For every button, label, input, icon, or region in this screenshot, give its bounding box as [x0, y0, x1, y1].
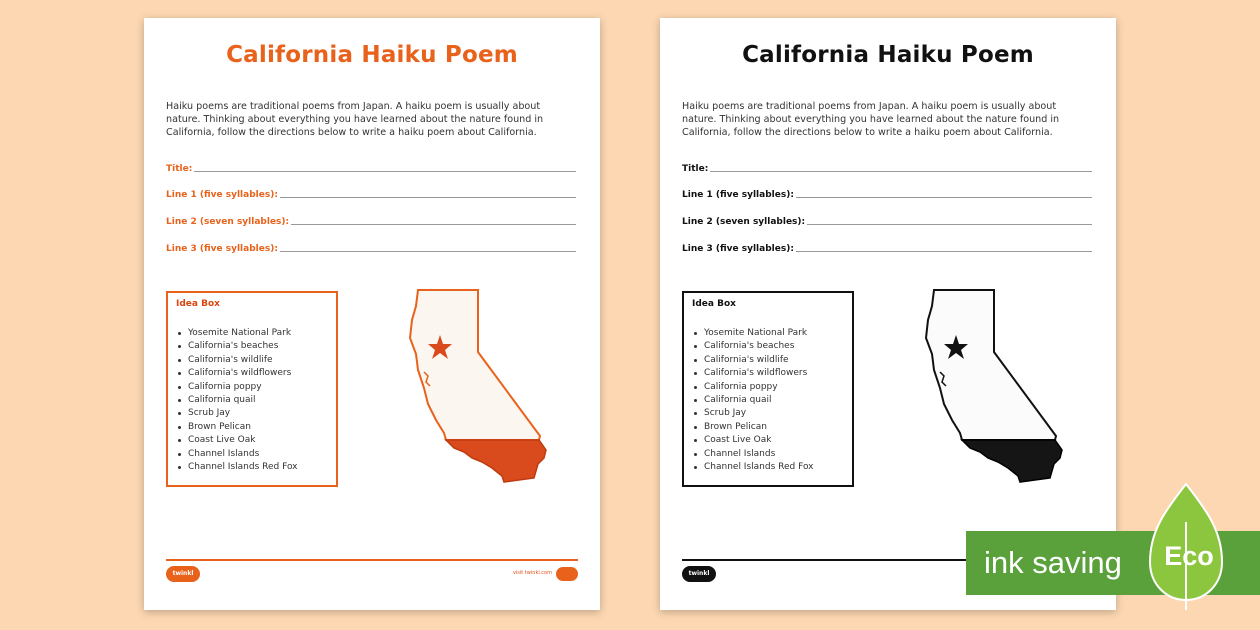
twinkl-logo: twinkl — [682, 566, 716, 582]
line2-writing-line — [291, 224, 576, 225]
worksheet-title: California Haiku Poem — [742, 42, 1034, 68]
twinkl-logo: twinkl — [166, 566, 200, 582]
line2-field — [166, 213, 576, 227]
website-text: visit twinkl.com — [512, 570, 552, 576]
list-item: Channel Islands Red Fox — [692, 461, 844, 474]
worksheet-title: California Haiku Poem — [226, 42, 518, 68]
idea-box — [682, 291, 854, 487]
list-item: Coast Live Oak — [176, 434, 328, 447]
list-item: Channel Islands — [176, 448, 328, 461]
california-south-region — [446, 440, 546, 482]
line3-field-label: Line 3 (five syllables): — [166, 244, 278, 254]
california-south-region — [962, 440, 1062, 482]
title-field — [166, 160, 576, 174]
list-item: California quail — [692, 394, 844, 407]
line1-field — [682, 186, 1092, 200]
line3-writing-line — [796, 251, 1092, 252]
california-map — [406, 288, 556, 494]
list-item: Scrub Jay — [176, 407, 328, 420]
list-item: California's beaches — [692, 340, 844, 353]
eco-label: Eco — [1164, 541, 1214, 571]
line1-writing-line — [280, 197, 576, 198]
california-outline — [926, 290, 1056, 440]
line3-field-label: Line 3 (five syllables): — [682, 244, 794, 254]
worksheet-bw — [660, 18, 1116, 610]
ink-saving-text: ink saving — [984, 545, 1122, 580]
california-outline — [410, 290, 540, 440]
idea-box — [166, 291, 338, 487]
line3-writing-line — [280, 251, 576, 252]
line3-field — [682, 240, 1092, 254]
title-writing-line — [710, 171, 1092, 172]
list-item: California's wildlife — [692, 354, 844, 367]
line2-writing-line — [807, 224, 1092, 225]
line1-field — [166, 186, 576, 200]
idea-box-heading: Idea Box — [176, 299, 220, 309]
worksheet-color — [144, 18, 600, 610]
list-item: California's wildlife — [176, 354, 328, 367]
twinkl-mini-logo — [556, 567, 578, 581]
list-item: Scrub Jay — [692, 407, 844, 420]
idea-list — [176, 327, 328, 474]
list-item: Coast Live Oak — [692, 434, 844, 447]
idea-box-heading: Idea Box — [692, 299, 736, 309]
line1-field-label: Line 1 (five syllables): — [166, 190, 278, 200]
title-field — [682, 160, 1092, 174]
line2-field-label: Line 2 (seven syllables): — [682, 217, 806, 227]
footer-rule — [166, 559, 578, 561]
title-field-label: Title: — [166, 164, 193, 174]
list-item: California's wildflowers — [176, 367, 328, 380]
list-item: Yosemite National Park — [176, 327, 328, 340]
line1-writing-line — [796, 197, 1092, 198]
list-item: California poppy — [176, 381, 328, 394]
title-field-label: Title: — [682, 164, 709, 174]
list-item: California poppy — [692, 381, 844, 394]
line3-field — [166, 240, 576, 254]
list-item: California's beaches — [176, 340, 328, 353]
california-map — [922, 288, 1072, 494]
title-writing-line — [194, 171, 576, 172]
list-item: Brown Pelican — [692, 421, 844, 434]
line2-field — [682, 213, 1092, 227]
line2-field-label: Line 2 (seven syllables): — [166, 217, 290, 227]
intro-text: Haiku poems are traditional poems from Japan. A haiku poem is usually about nature. Thinking about everything you have learned about the nature found in California, follow the directions below to write a haiku poem about California. — [166, 101, 544, 138]
line1-field-label: Line 1 (five syllables): — [682, 190, 794, 200]
intro-text: Haiku poems are traditional poems from Japan. A haiku poem is usually about nature. Thinking about everything you have learned about the nature found in California, follow the directions below to write a haiku poem about California. — [682, 101, 1060, 138]
list-item: California quail — [176, 394, 328, 407]
list-item: Yosemite National Park — [692, 327, 844, 340]
list-item: Channel Islands Red Fox — [176, 461, 328, 474]
list-item: Channel Islands — [692, 448, 844, 461]
list-item: California's wildflowers — [692, 367, 844, 380]
idea-list — [692, 327, 844, 474]
list-item: Brown Pelican — [176, 421, 328, 434]
